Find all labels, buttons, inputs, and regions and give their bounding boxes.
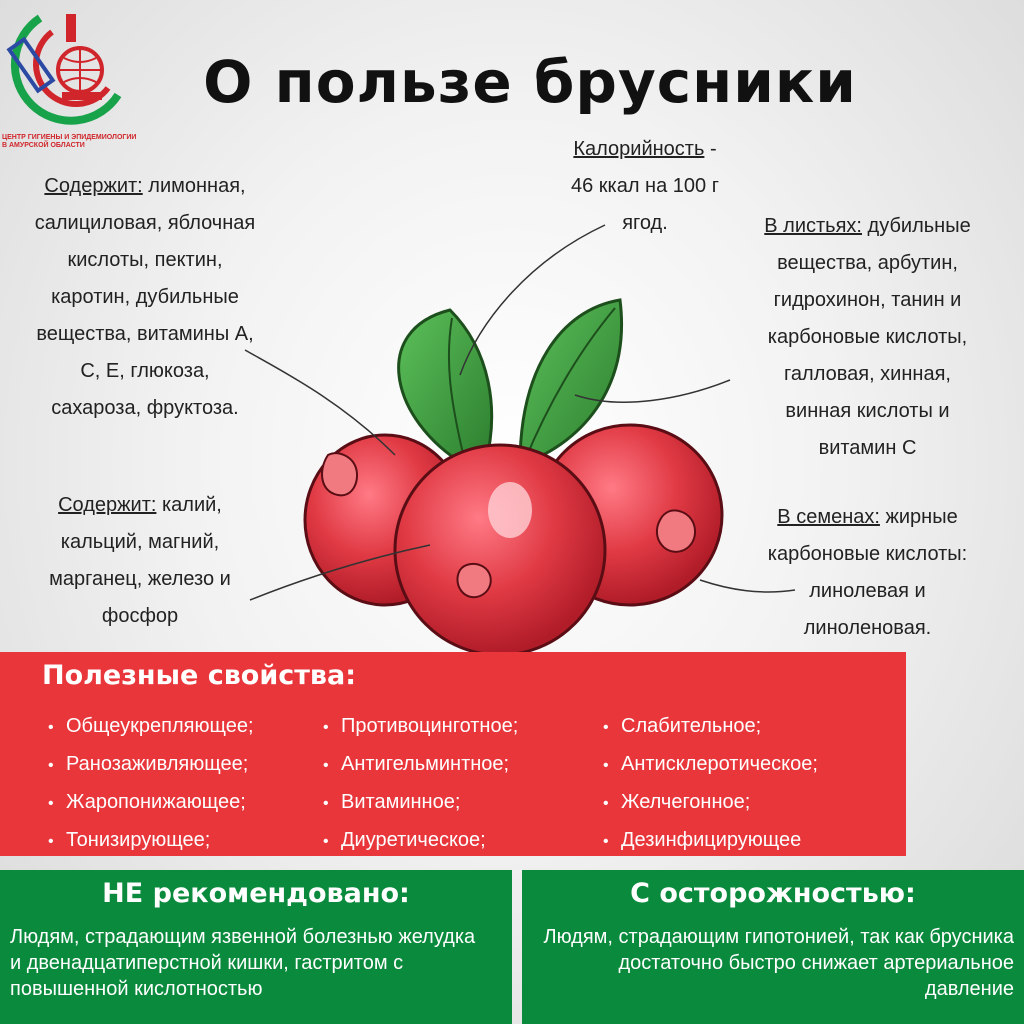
berry-center	[395, 445, 605, 655]
leaves-block: В листьях: дубильные вещества, арбутин, гидрохинон, танин и карбоновые кислоты, галловая, хинная, винная кислоты и витамин С	[764, 215, 971, 459]
calories-block: Калорийность - 46 ккал на 100 г ягод.	[570, 138, 720, 234]
properties-column-3	[603, 708, 818, 860]
property-item: • Жаропонижающее;	[48, 784, 254, 822]
property-item: • Ранозаживляющее;	[48, 746, 254, 784]
property-item: • Антигельминтное;	[323, 746, 518, 784]
calories-label: Калорийность	[573, 138, 705, 160]
caution-title: С осторожностью:	[630, 878, 916, 909]
property-item: • Желчегонное;	[603, 784, 818, 822]
property-item: • Слабительное;	[603, 708, 818, 746]
property-item: • Противоцинготное;	[323, 708, 518, 746]
property-item: • Диуретическое;	[323, 822, 518, 860]
page-title: О пользе брусники	[203, 48, 857, 116]
properties-column-1	[48, 708, 254, 860]
leaves-label: В листьях:	[764, 215, 862, 237]
property-item: • Антисклеротическое;	[603, 746, 818, 784]
contains-minerals-label: Содержит:	[58, 494, 157, 516]
property-item: • Тонизирующее;	[48, 822, 254, 860]
property-item: • Дезинфицирующее	[603, 822, 818, 860]
property-item: • Витаминное;	[323, 784, 518, 822]
caution-text: Людям, страдающим гипотонией, так как брусника достаточно быстро снижает артериальное давление	[543, 926, 1014, 1000]
contains-organic-label: Содержит:	[44, 175, 143, 197]
contains-minerals-block: Содержит: калий, кальций, магний, марганец, железо и фосфор	[49, 494, 231, 627]
properties-column-2	[323, 708, 518, 860]
not-recommended-text: Людям, страдающим язвенной болезнью желудка и двенадцатиперстной кишки, гастритом с повышенной кислотностью	[10, 926, 476, 1000]
contains-organic-block: Содержит: лимонная, салициловая, яблочная кислоты, пектин, каротин, дубильные вещества, витамины А, С, Е, глюкоза, сахароза, фруктоза.	[34, 175, 256, 419]
lingonberry-illustration	[220, 200, 820, 660]
properties-title: Полезные свойства:	[42, 660, 357, 691]
property-item: • Общеукрепляющее;	[48, 708, 254, 746]
seeds-label: В семенах:	[777, 506, 880, 528]
org-logo-caption: ЦЕНТР ГИГИЕНЫ И ЭПИДЕМИОЛОГИИ В АМУРСКОЙ ОБЛАСТИ	[2, 134, 137, 149]
not-recommended-title: НЕ рекомендовано:	[102, 878, 410, 909]
seeds-block: В семенах: жирные карбоновые кислоты: линолевая и линоленовая.	[767, 506, 968, 639]
